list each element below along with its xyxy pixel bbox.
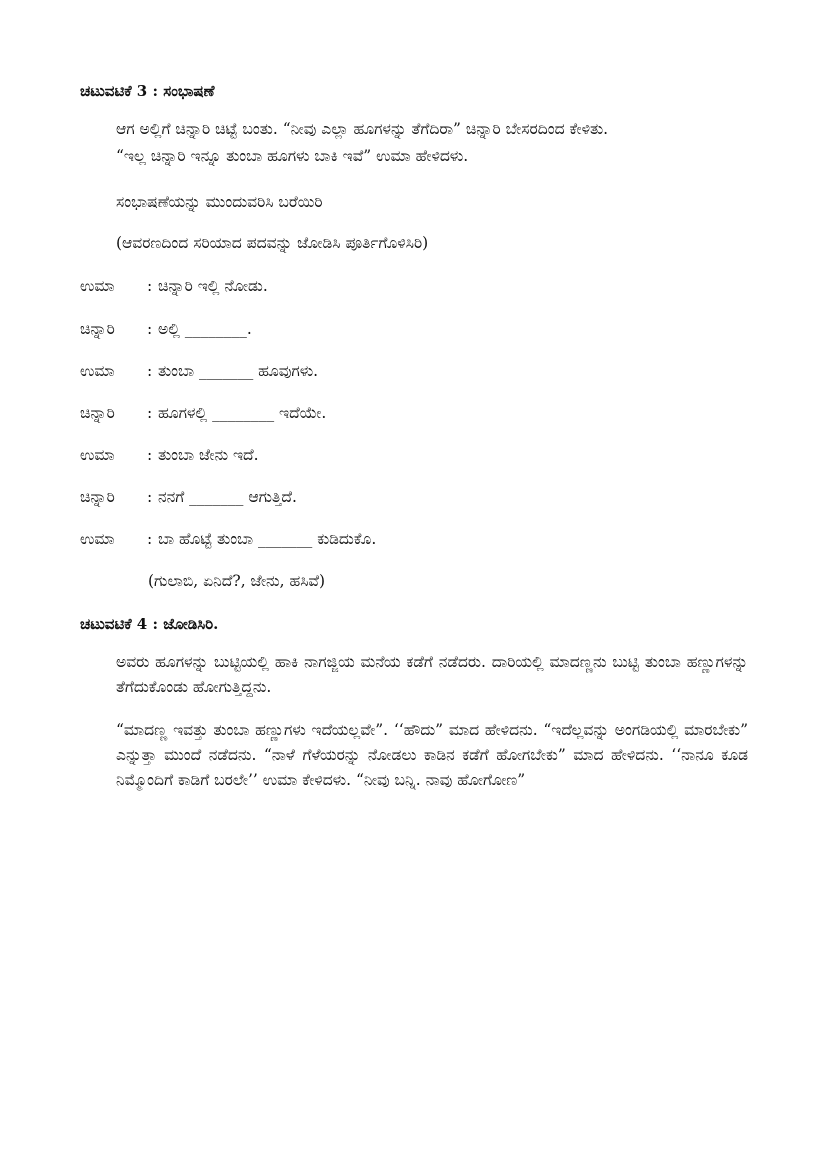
dialogue-text: ನನಗೆ _______ ಆಗುತ್ತಿದೆ. xyxy=(158,488,297,506)
speaker-separator: : xyxy=(147,362,153,380)
speaker-name: ಉಮಾ xyxy=(80,277,115,295)
activity-4-heading: ಚಟುವಟಿಕೆ 4 : ಜೋಡಿಸಿರಿ. xyxy=(80,615,219,633)
sub-instruction: (ಆವರಣದಿಂದ ಸರಿಯಾದ ಪದವನ್ನು ಜೋಡಿಸಿ ಪೂರ್ತಿಗೊಳಿಸಿರಿ) xyxy=(116,234,429,252)
speaker-name: ಉಮಾ xyxy=(80,446,115,464)
speaker-name: ಚಿನ್ನಾರಿ xyxy=(80,320,115,338)
dialogue-text: ಹೂಗಳಲ್ಲಿ ________ ಇದೆಯೇ. xyxy=(158,404,327,422)
speaker-name: ಉಮಾ xyxy=(80,530,115,548)
paragraph-2: “ಮಾದಣ್ಣ ಇವತ್ತು ತುಂಬಾ ಹಣ್ಣುಗಳು ಇದೆಯಲ್ಲವೇ”. ‘‘ಹೌದು” ಮಾದ ಹೇಳಿದನು. “ಇದೆಲ್ಲವನ್ನು ಅಂಗಡಿಯಲ್ಲಿ ಮಾರಬೇಕು” ಎನ್ನುತ್ತಾ ಮುಂದೆ ನಡೆದನು. “ನಾಳೆ ಗೆಳೆಯರನ್ನು ನೋಡಲು ಕಾಡಿನ ಕಡೆಗೆ ಹೋಗಬೇಕು” ಮಾದ ಹೇಳಿದನು. ‘‘ನಾನೂ ಕೂಡ ನಿಮ್ಮೊಂದಿಗೆ ಕಾಡಿಗೆ ಬರಲೇ’’ ಉಮಾ ಕೇಳಿದಳು. “ನೀವು ಬನ್ನಿ. ನಾವು ಹೋಗೋಣ” xyxy=(116,721,748,789)
speaker-separator: : xyxy=(147,277,153,295)
dialogue-text: ಅಲ್ಲಿ ________. xyxy=(158,320,252,338)
speaker-name: ಉಮಾ xyxy=(80,362,115,380)
activity-3-heading: ಚಟುವಟಿಕೆ 3 : ಸಂಭಾಷಣೆ xyxy=(80,82,215,100)
dialogue-text: ತುಂಬಾ _______ ಹೂವುಗಳು. xyxy=(158,362,319,380)
paragraph-1: ಅವರು ಹೂಗಳನ್ನು ಬುಟ್ಟಿಯಲ್ಲಿ ಹಾಕಿ ನಾಗಜ್ಜಿಯ ಮನೆಯ ಕಡೆಗೆ ನಡೆದರು. ದಾರಿಯಲ್ಲಿ ಮಾದಣ್ಣನು ಬುಟ್ಟಿ ತುಂಬಾ ಹಣ್ಣುಗಳನ್ನು ತೆಗೆದುಕೊಂಡು ಹೋಗುತ್ತಿದ್ದನು. xyxy=(116,653,748,696)
instruction: ಸಂಭಾಷಣೆಯನ್ನು ಮುಂದುವರಿಸಿ ಬರೆಯಿರಿ xyxy=(116,193,323,211)
dialogue-text: ಚಿನ್ನಾರಿ ಇಲ್ಲಿ ನೋಡು. xyxy=(158,277,268,295)
word-options: (ಗುಲಾಬಿ, ಏನಿದೆ?, ಜೇನು, ಹಸಿವೆ) xyxy=(148,572,326,590)
speaker-separator: : xyxy=(147,446,153,464)
intro-line-1: ಆಗ ಅಲ್ಲಿಗೆ ಚಿನ್ನಾರಿ ಚಿಟ್ಟೆ ಬಂತು. “ನೀವು ಎಲ್ಲಾ ಹೂಗಳನ್ನು ತೆಗೆದಿರಾ” ಚಿನ್ನಾರಿ ಬೇಸರದಿಂದ ಕೇಳಿತು. xyxy=(116,120,609,138)
speaker-separator: : xyxy=(147,404,153,422)
speaker-separator: : xyxy=(147,320,153,338)
intro-line-2: “ಇಲ್ಲ ಚಿನ್ನಾರಿ ಇನ್ನೂ ತುಂಬಾ ಹೂಗಳು ಬಾಕಿ ಇವೆ” ಉಮಾ ಹೇಳಿದಳು. xyxy=(116,147,469,165)
speaker-separator: : xyxy=(147,530,153,548)
speaker-separator: : xyxy=(147,488,153,506)
speaker-name: ಚಿನ್ನಾರಿ xyxy=(80,404,115,422)
dialogue-text: ತುಂಬಾ ಜೇನು ಇದೆ. xyxy=(158,446,259,464)
dialogue-text: ಬಾ ಹೊಟ್ಟೆ ತುಂಬಾ _______ ಕುಡಿದುಕೊ. xyxy=(158,530,377,548)
speaker-name: ಚಿನ್ನಾರಿ xyxy=(80,488,115,506)
